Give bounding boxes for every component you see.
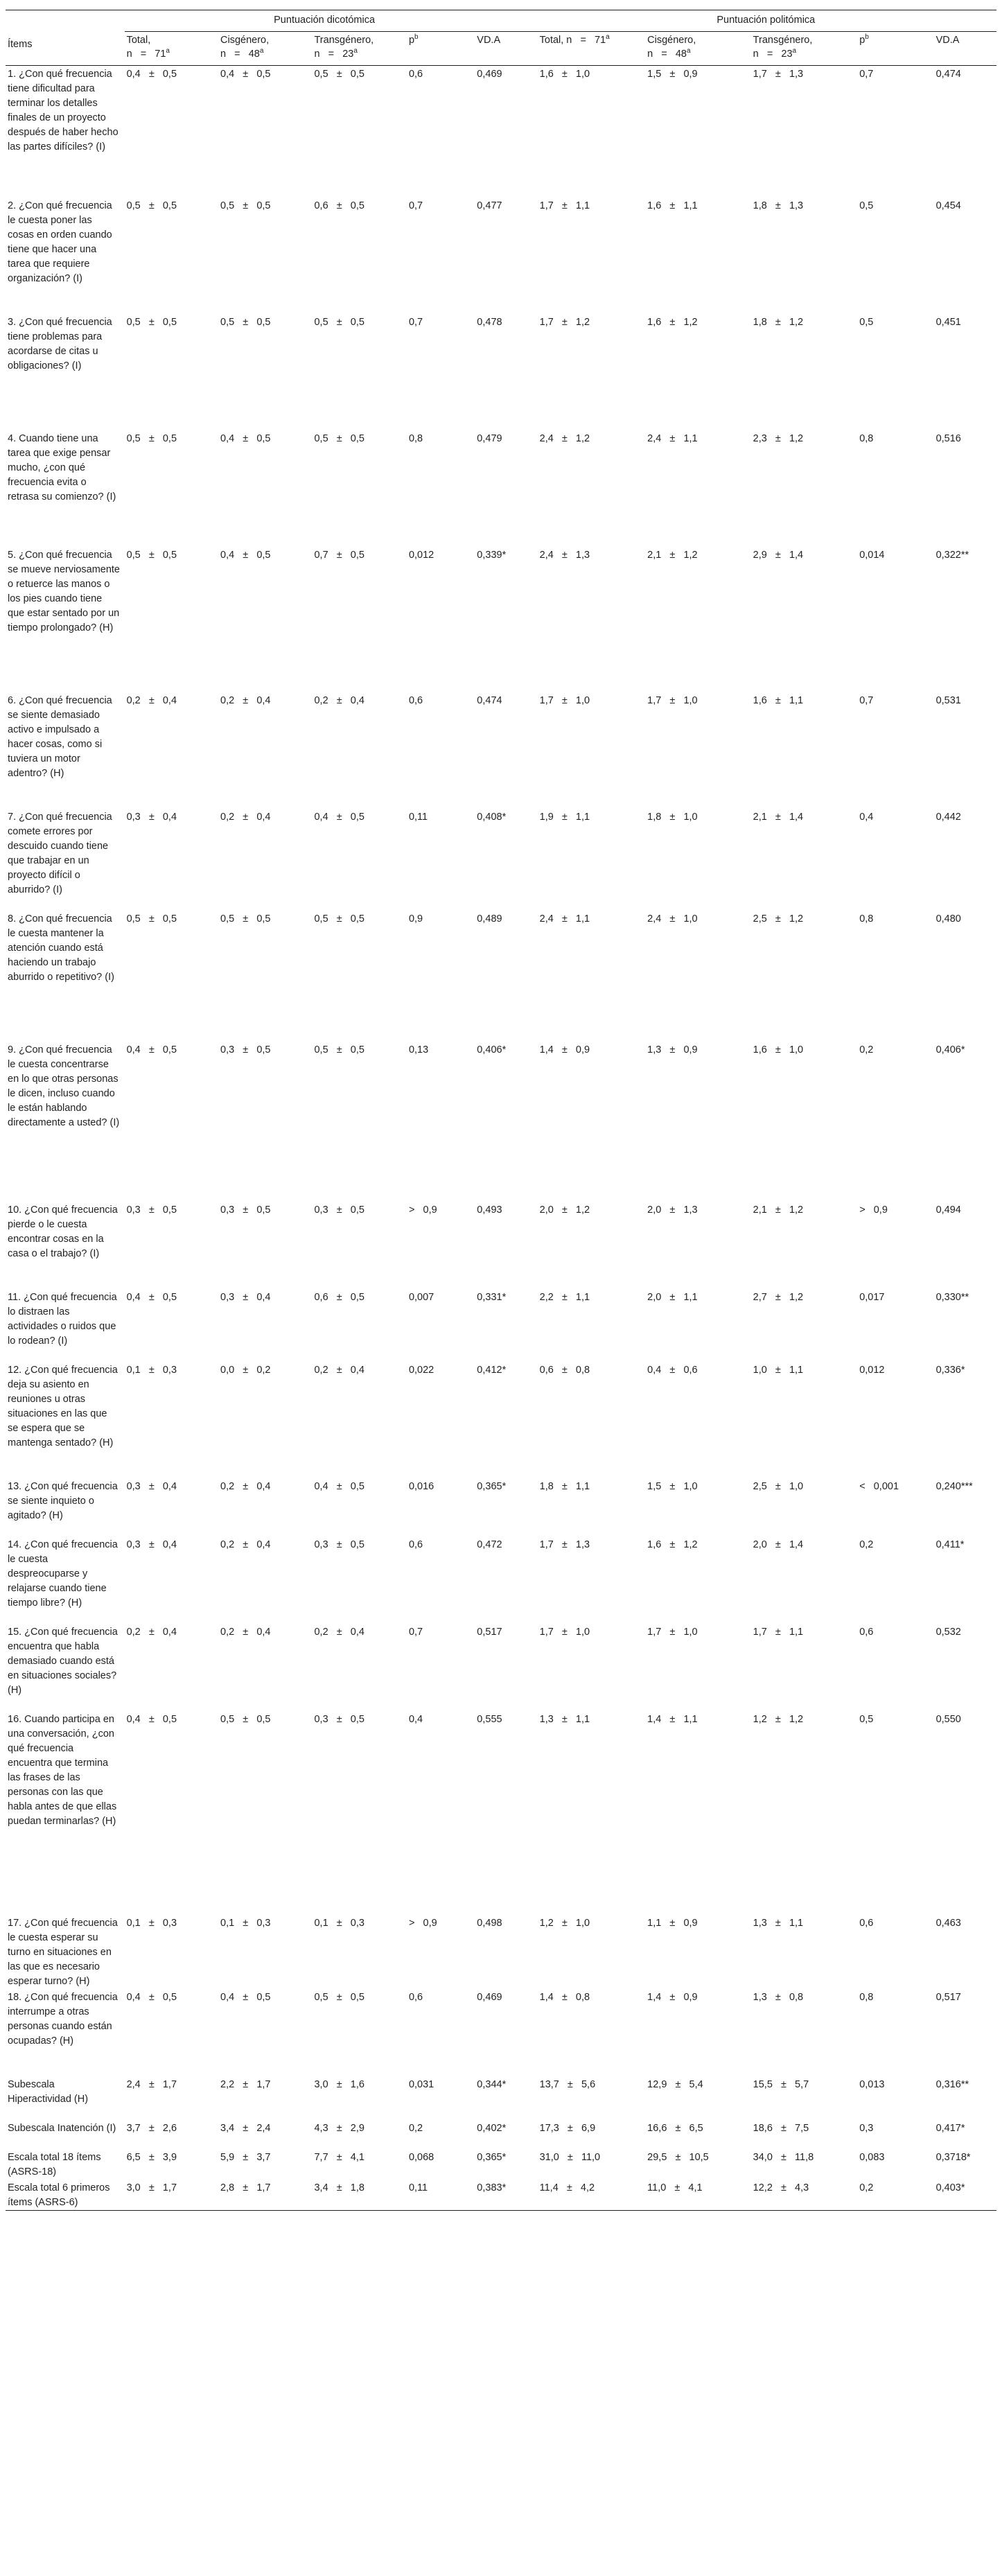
poly-trans-cell: 2,0 ± 1,4 xyxy=(753,1539,804,1550)
dich-p-cell: 0,9 xyxy=(408,913,423,925)
poly-vda-cell: 0,517 xyxy=(935,1991,961,2003)
dich-trans-cell: 3,0 ± 1,6 xyxy=(314,2078,364,2090)
dich-cis-cell: 0,2 ± 0,4 xyxy=(220,1626,271,1638)
dich-cis-cell: 5,9 ± 3,7 xyxy=(220,2151,271,2163)
header-row-columns xyxy=(6,32,996,66)
poly-trans-cell: 18,6 ± 7,5 xyxy=(753,2122,809,2134)
poly-cis-header: Cisgénero, n = 48$^a$ xyxy=(647,35,696,60)
poly-total-cell: 1,4 ± 0,8 xyxy=(539,1991,590,2003)
table-row xyxy=(6,809,996,911)
dich-vda-cell: 0,383* xyxy=(477,2182,507,2193)
poly-total-cell: 1,7 ± 1,0 xyxy=(539,694,590,706)
dich-vda-cell: 0,489 xyxy=(477,913,502,925)
poly-trans-cell: 2,5 ± 1,0 xyxy=(753,1480,804,1492)
poly-vda-cell: 0,463 xyxy=(935,1917,961,1929)
poly-total-cell: 2,4 ± 1,2 xyxy=(539,432,590,444)
item-cell: Subescala Inatención (I) xyxy=(8,2122,116,2134)
dich-p-cell: 0,022 xyxy=(408,1364,434,1376)
dich-vda-cell: 0,498 xyxy=(477,1917,502,1929)
item-cell: 3. ¿Con qué frecuencia tiene problemas para acordarse de citas u obligaciones? (I) xyxy=(8,316,112,371)
dich-p-cell: > 0,9 xyxy=(408,1917,437,1929)
dich-cis-cell: 0,4 ± 0,5 xyxy=(220,432,271,444)
poly-trans-cell: 1,3 ± 1,1 xyxy=(753,1917,804,1929)
poly-cis-cell: 16,6 ± 6,5 xyxy=(647,2122,703,2134)
poly-p-cell: 0,014 xyxy=(859,549,885,561)
table-row xyxy=(6,1362,996,1478)
dich-p-cell: 0,13 xyxy=(408,1044,429,1055)
dich-p-cell: 0,7 xyxy=(408,316,423,328)
poly-total-cell: 2,0 ± 1,2 xyxy=(539,1204,590,1216)
dich-total-cell: 0,3 ± 0,4 xyxy=(126,1480,177,1492)
poly-total-cell: 1,6 ± 1,0 xyxy=(539,69,590,80)
item-cell: 7. ¿Con qué frecuencia comete errores por descuido cuando tiene que trabajar en un proyecto difícil o aburrido? (I) xyxy=(8,811,112,895)
poly-trans-cell: 2,5 ± 1,2 xyxy=(753,913,804,925)
dich-p-cell: 0,7 xyxy=(408,1626,423,1638)
dich-p-cell: 0,012 xyxy=(408,549,434,561)
poly-total-header: Total, n = 71$^a$ xyxy=(539,33,610,46)
dich-trans-cell: 0,5 ± 0,5 xyxy=(314,316,364,328)
dich-p-cell: 0,6 xyxy=(408,1539,423,1550)
dich-total-cell: 0,5 ± 0,5 xyxy=(126,549,177,561)
poly-cis-cell: 2,0 ± 1,1 xyxy=(647,1291,698,1303)
dich-p-cell: > 0,9 xyxy=(408,1204,437,1216)
poly-total-cell: 1,2 ± 1,0 xyxy=(539,1917,590,1929)
poly-p-cell: 0,5 xyxy=(859,316,874,328)
poly-cis-cell: 2,0 ± 1,3 xyxy=(647,1204,698,1216)
poly-cis-cell: 1,4 ± 0,9 xyxy=(647,1991,698,2003)
poly-cis-cell: 1,8 ± 1,0 xyxy=(647,811,698,823)
dich-p-cell: 0,068 xyxy=(408,2151,434,2163)
dich-total-cell: 0,4 ± 0,5 xyxy=(126,69,177,80)
dich-vda-cell: 0,472 xyxy=(477,1539,502,1550)
dich-p-cell: 0,016 xyxy=(408,1480,434,1492)
poly-p-cell: < 0,001 xyxy=(859,1480,899,1492)
item-cell: 2. ¿Con qué frecuencia le cuesta poner las cosas en orden cuando tiene que hacer una tarea que requiere organización? (I) xyxy=(8,200,112,284)
table-row xyxy=(6,198,996,314)
dich-vda-cell: 0,469 xyxy=(477,1991,502,2003)
dich-cis-cell: 0,5 ± 0,5 xyxy=(220,316,271,328)
poly-total-cell: 1,7 ± 1,3 xyxy=(539,1539,590,1550)
table-body xyxy=(6,66,996,2211)
item-cell: 14. ¿Con qué frecuencia le cuesta despreocuparse y relajarse cuando tiene tiempo libre? (H) xyxy=(8,1539,118,1609)
table-row xyxy=(6,66,996,198)
poly-cis-cell: 1,3 ± 0,9 xyxy=(647,1044,698,1055)
poly-trans-header: Transgénero, n = 23$^a$ xyxy=(753,35,813,60)
dich-cis-cell: 0,3 ± 0,4 xyxy=(220,1291,271,1303)
poly-vda-cell: 0,417* xyxy=(935,2122,965,2134)
poly-vda-cell: 0,240*** xyxy=(935,1480,973,1492)
dich-vda-cell: 0,493 xyxy=(477,1204,502,1216)
dich-p-cell: 0,2 xyxy=(408,2122,423,2134)
item-cell: 8. ¿Con qué frecuencia le cuesta mantener la atención cuando está haciendo un trabajo aburrido o repetitivo? (I) xyxy=(8,913,114,983)
dich-p-cell: 0,6 xyxy=(408,69,423,80)
poly-total-cell: 1,7 ± 1,0 xyxy=(539,1626,590,1638)
dich-cis-cell: 2,2 ± 1,7 xyxy=(220,2078,271,2090)
dich-total-cell: 6,5 ± 3,9 xyxy=(126,2151,177,2163)
dich-vda-cell: 0,339* xyxy=(477,549,507,561)
table-row xyxy=(6,430,996,547)
item-cell: 9. ¿Con qué frecuencia le cuesta concentrarse en lo que otras personas le dicen, incluso cuando le están hablando directamente a usted? (I) xyxy=(8,1044,120,1128)
poly-cis-cell: 1,7 ± 1,0 xyxy=(647,1626,698,1638)
poly-trans-cell: 1,3 ± 0,8 xyxy=(753,1991,804,2003)
dich-p-cell: 0,4 xyxy=(408,1713,423,1725)
dich-trans-cell: 0,5 ± 0,5 xyxy=(314,432,364,444)
poly-trans-cell: 15,5 ± 5,7 xyxy=(753,2078,809,2090)
item-cell: 5. ¿Con qué frecuencia se mueve nerviosamente o retuerce las manos o los pies cuando tiene que estar sentado por un tiempo prolongado? (H) xyxy=(8,549,120,633)
poly-p-cell: 0,8 xyxy=(859,1991,874,2003)
dich-vda-cell: 0,478 xyxy=(477,316,502,328)
poly-vda-cell: 0,406* xyxy=(935,1044,965,1055)
table-row xyxy=(6,692,996,809)
poly-p-cell: 0,7 xyxy=(859,69,874,80)
table-row xyxy=(6,1915,996,1989)
poly-vda-cell: 0,480 xyxy=(935,913,961,925)
poly-p-cell: 0,8 xyxy=(859,913,874,925)
dich-p-cell: 0,6 xyxy=(408,694,423,706)
poly-vda-cell: 0,532 xyxy=(935,1626,961,1638)
dich-total-cell: 0,1 ± 0,3 xyxy=(126,1364,177,1376)
dich-total-cell: 3,0 ± 1,7 xyxy=(126,2182,177,2193)
poly-total-cell: 31,0 ± 11,0 xyxy=(539,2151,601,2163)
poly-p-cell: 0,2 xyxy=(859,2182,874,2193)
poly-trans-cell: 1,7 ± 1,3 xyxy=(753,69,804,80)
group-dichotomous-header: Puntuación dicotómica xyxy=(125,10,538,32)
dich-trans-cell: 0,5 ± 0,5 xyxy=(314,1991,364,2003)
poly-p-cell: 0,6 xyxy=(859,1917,874,1929)
poly-vda-cell: 0,322** xyxy=(935,549,969,561)
dich-total-cell: 0,5 ± 0,5 xyxy=(126,432,177,444)
poly-cis-cell: 11,0 ± 4,1 xyxy=(647,2182,703,2193)
dich-vda-cell: 0,477 xyxy=(477,200,502,211)
poly-p-cell: 0,5 xyxy=(859,1713,874,1725)
poly-total-cell: 13,7 ± 5,6 xyxy=(539,2078,596,2090)
item-cell: 13. ¿Con qué frecuencia se siente inquieto o agitado? (H) xyxy=(8,1480,118,1521)
poly-p-cell: 0,4 xyxy=(859,811,874,823)
poly-trans-cell: 2,7 ± 1,2 xyxy=(753,1291,804,1303)
dich-total-cell: 0,3 ± 0,4 xyxy=(126,811,177,823)
item-cell: 6. ¿Con qué frecuencia se siente demasiado activo e impulsado a hacer cosas, como si tuviera un motor adentro? (H) xyxy=(8,694,112,779)
dich-cis-cell: 0,2 ± 0,4 xyxy=(220,1539,271,1550)
poly-total-cell: 2,4 ± 1,1 xyxy=(539,913,590,925)
poly-p-cell: 0,7 xyxy=(859,694,874,706)
dich-vda-cell: 0,474 xyxy=(477,694,502,706)
item-cell: 4. Cuando tiene una tarea que exige pensar mucho, ¿con qué frecuencia evita o retrasa su comienzo? (I) xyxy=(8,432,116,502)
poly-p-cell: > 0,9 xyxy=(859,1204,888,1216)
dich-p-header: $p^b$ xyxy=(408,33,419,46)
poly-vda-cell: 0,442 xyxy=(935,811,961,823)
poly-total-cell: 1,7 ± 1,2 xyxy=(539,316,590,328)
poly-trans-cell: 1,8 ± 1,2 xyxy=(753,316,804,328)
results-table xyxy=(6,10,996,2211)
dich-vda-cell: 0,365* xyxy=(477,1480,507,1492)
table-row xyxy=(6,314,996,430)
poly-vda-header: VD.A xyxy=(935,35,960,46)
poly-p-cell: 0,8 xyxy=(859,432,874,444)
poly-trans-cell: 2,1 ± 1,4 xyxy=(753,811,804,823)
dich-trans-cell: 0,5 ± 0,5 xyxy=(314,913,364,925)
poly-vda-cell: 0,316** xyxy=(935,2078,969,2090)
table-row xyxy=(6,2120,996,2149)
poly-trans-cell: 1,2 ± 1,2 xyxy=(753,1713,804,1725)
poly-cis-cell: 1,4 ± 1,1 xyxy=(647,1713,698,1725)
dich-cis-cell: 0,2 ± 0,4 xyxy=(220,1480,271,1492)
poly-total-cell: 11,4 ± 4,2 xyxy=(539,2182,595,2193)
dich-vda-cell: 0,365* xyxy=(477,2151,507,2163)
poly-trans-cell: 1,7 ± 1,1 xyxy=(753,1626,804,1638)
poly-total-cell: 1,8 ± 1,1 xyxy=(539,1480,590,1492)
poly-p-cell: 0,2 xyxy=(859,1539,874,1550)
poly-trans-cell: 2,3 ± 1,2 xyxy=(753,432,804,444)
dich-trans-cell: 0,3 ± 0,5 xyxy=(314,1204,364,1216)
poly-vda-cell: 0,454 xyxy=(935,200,961,211)
poly-vda-cell: 0,474 xyxy=(935,69,961,80)
dich-cis-cell: 3,4 ± 2,4 xyxy=(220,2122,271,2134)
item-cell: Escala total 18 ítems (ASRS-18) xyxy=(8,2151,101,2178)
poly-cis-cell: 1,6 ± 1,2 xyxy=(647,316,698,328)
dich-p-cell: 0,11 xyxy=(408,2182,428,2193)
poly-total-cell: 1,4 ± 0,9 xyxy=(539,1044,590,1055)
dich-total-cell: 0,3 ± 0,4 xyxy=(126,1539,177,1550)
poly-total-cell: 2,2 ± 1,1 xyxy=(539,1291,590,1303)
dich-cis-cell: 0,5 ± 0,5 xyxy=(220,1713,271,1725)
poly-trans-cell: 1,0 ± 1,1 xyxy=(753,1364,804,1376)
header-row-groups xyxy=(6,10,996,32)
dich-trans-cell: 0,3 ± 0,5 xyxy=(314,1713,364,1725)
poly-total-cell: 0,6 ± 0,8 xyxy=(539,1364,590,1376)
table-row xyxy=(6,2180,996,2211)
dich-total-cell: 0,4 ± 0,5 xyxy=(126,1044,177,1055)
dich-vda-cell: 0,406* xyxy=(477,1044,507,1055)
dich-cis-cell: 0,4 ± 0,5 xyxy=(220,549,271,561)
dich-p-cell: 0,8 xyxy=(408,432,423,444)
poly-p-cell: 0,6 xyxy=(859,1626,874,1638)
table-row xyxy=(6,1042,996,1202)
dich-vda-cell: 0,331* xyxy=(477,1291,507,1303)
dich-trans-cell: 0,2 ± 0,4 xyxy=(314,1626,364,1638)
item-cell: 17. ¿Con qué frecuencia le cuesta esperar su turno en situaciones en las que es necesario esperar turno? (H) xyxy=(8,1917,118,1987)
dich-trans-cell: 0,7 ± 0,5 xyxy=(314,549,364,561)
dich-total-cell: 0,4 ± 0,5 xyxy=(126,1291,177,1303)
dich-total-cell: 0,5 ± 0,5 xyxy=(126,316,177,328)
table-row xyxy=(6,1478,996,1536)
dich-trans-header: Transgénero, n = 23$^a$ xyxy=(314,35,374,60)
table-row xyxy=(6,911,996,1042)
poly-vda-cell: 0,550 xyxy=(935,1713,961,1725)
dich-vda-cell: 0,412* xyxy=(477,1364,507,1376)
dich-p-cell: 0,031 xyxy=(408,2078,434,2090)
dich-p-cell: 0,007 xyxy=(408,1291,434,1303)
dich-vda-cell: 0,402* xyxy=(477,2122,507,2134)
group-polytomous-header: Puntuación politómica xyxy=(538,10,996,32)
dich-cis-cell: 0,4 ± 0,5 xyxy=(220,69,271,80)
poly-cis-cell: 2,4 ± 1,1 xyxy=(647,432,698,444)
dich-trans-cell: 0,3 ± 0,5 xyxy=(314,1539,364,1550)
poly-vda-cell: 0,516 xyxy=(935,432,961,444)
poly-p-header: $p^b$ xyxy=(859,33,869,46)
poly-vda-cell: 0,3718* xyxy=(935,2151,971,2163)
poly-cis-cell: 1,5 ± 0,9 xyxy=(647,69,698,80)
dich-vda-cell: 0,479 xyxy=(477,432,502,444)
poly-cis-cell: 2,4 ± 1,0 xyxy=(647,913,698,925)
poly-vda-cell: 0,531 xyxy=(935,694,961,706)
poly-p-cell: 0,2 xyxy=(859,1044,874,1055)
dich-vda-cell: 0,469 xyxy=(477,69,502,80)
dich-total-cell: 0,5 ± 0,5 xyxy=(126,200,177,211)
dich-vda-cell: 0,555 xyxy=(477,1713,502,1725)
poly-cis-cell: 2,1 ± 1,2 xyxy=(647,549,698,561)
table-row xyxy=(6,1289,996,1362)
dich-cis-cell: 0,2 ± 0,4 xyxy=(220,811,271,823)
items-header: Ítems xyxy=(8,38,33,50)
dich-cis-cell: 0,0 ± 0,2 xyxy=(220,1364,271,1376)
item-cell: 10. ¿Con qué frecuencia pierde o le cuesta encontrar cosas en la casa o el trabajo? (I) xyxy=(8,1204,118,1259)
poly-cis-cell: 29,5 ± 10,5 xyxy=(647,2151,709,2163)
dich-trans-cell: 0,2 ± 0,4 xyxy=(314,694,364,706)
poly-cis-cell: 1,1 ± 0,9 xyxy=(647,1917,698,1929)
poly-cis-cell: 1,5 ± 1,0 xyxy=(647,1480,698,1492)
table-row xyxy=(6,1711,996,1915)
item-cell: 12. ¿Con qué frecuencia deja su asiento en reuniones u otras situaciones en las que se espera que se mantenga sentado? (H) xyxy=(8,1364,118,1448)
poly-p-cell: 0,017 xyxy=(859,1291,885,1303)
poly-trans-cell: 2,1 ± 1,2 xyxy=(753,1204,804,1216)
dich-trans-cell: 0,4 ± 0,5 xyxy=(314,1480,364,1492)
poly-total-cell: 1,7 ± 1,1 xyxy=(539,200,590,211)
poly-p-cell: 0,5 xyxy=(859,200,874,211)
poly-total-cell: 2,4 ± 1,3 xyxy=(539,549,590,561)
dich-vda-cell: 0,517 xyxy=(477,1626,502,1638)
poly-vda-cell: 0,336* xyxy=(935,1364,965,1376)
poly-trans-cell: 1,6 ± 1,0 xyxy=(753,1044,804,1055)
poly-vda-cell: 0,411* xyxy=(935,1539,965,1550)
dich-cis-cell: 0,2 ± 0,4 xyxy=(220,694,271,706)
dich-cis-header: Cisgénero, n = 48$^a$ xyxy=(220,35,270,60)
poly-cis-cell: 0,4 ± 0,6 xyxy=(647,1364,698,1376)
poly-trans-cell: 12,2 ± 4,3 xyxy=(753,2182,809,2193)
poly-vda-cell: 0,330** xyxy=(935,1291,969,1303)
table-row xyxy=(6,1536,996,1624)
dich-total-cell: 0,4 ± 0,5 xyxy=(126,1991,177,2003)
poly-cis-cell: 1,7 ± 1,0 xyxy=(647,694,698,706)
item-cell: 15. ¿Con qué frecuencia encuentra que habla demasiado cuando está en situaciones sociales? (H) xyxy=(8,1626,118,1696)
poly-p-cell: 0,012 xyxy=(859,1364,885,1376)
dich-vda-cell: 0,408* xyxy=(477,811,507,823)
table-row xyxy=(6,1202,996,1289)
dich-vda-cell: 0,344* xyxy=(477,2078,507,2090)
dich-trans-cell: 0,5 ± 0,5 xyxy=(314,69,364,80)
dich-cis-cell: 0,3 ± 0,5 xyxy=(220,1204,271,1216)
poly-total-cell: 1,3 ± 1,1 xyxy=(539,1713,590,1725)
poly-cis-cell: 12,9 ± 5,4 xyxy=(647,2078,703,2090)
poly-vda-cell: 0,494 xyxy=(935,1204,961,1216)
dich-total-cell: 2,4 ± 1,7 xyxy=(126,2078,177,2090)
table-row xyxy=(6,1624,996,1711)
dich-trans-cell: 0,1 ± 0,3 xyxy=(314,1917,364,1929)
dich-total-cell: 3,7 ± 2,6 xyxy=(126,2122,177,2134)
dich-trans-cell: 0,6 ± 0,5 xyxy=(314,200,364,211)
poly-trans-cell: 1,6 ± 1,1 xyxy=(753,694,804,706)
dich-p-cell: 0,7 xyxy=(408,200,423,211)
table-row xyxy=(6,2076,996,2120)
poly-trans-cell: 1,8 ± 1,3 xyxy=(753,200,804,211)
dich-cis-cell: 0,4 ± 0,5 xyxy=(220,1991,271,2003)
poly-vda-cell: 0,451 xyxy=(935,316,961,328)
dich-total-cell: 0,4 ± 0,5 xyxy=(126,1713,177,1725)
item-cell: Subescala Hiperactividad (H) xyxy=(8,2078,89,2105)
poly-total-cell: 1,9 ± 1,1 xyxy=(539,811,590,823)
poly-total-cell: 17,3 ± 6,9 xyxy=(539,2122,596,2134)
dich-total-cell: 0,2 ± 0,4 xyxy=(126,694,177,706)
dich-trans-cell: 3,4 ± 1,8 xyxy=(314,2182,364,2193)
dich-total-cell: 0,5 ± 0,5 xyxy=(126,913,177,925)
poly-p-cell: 0,013 xyxy=(859,2078,885,2090)
item-cell: 1. ¿Con qué frecuencia tiene dificultad para terminar los detalles finales de un proyecto después de haber hecho las partes difíciles? (I) xyxy=(8,69,118,152)
dich-trans-cell: 0,5 ± 0,5 xyxy=(314,1044,364,1055)
dich-cis-cell: 0,5 ± 0,5 xyxy=(220,200,271,211)
poly-cis-cell: 1,6 ± 1,1 xyxy=(647,200,698,211)
table-row xyxy=(6,1989,996,2076)
dich-p-cell: 0,11 xyxy=(408,811,428,823)
dich-total-cell: 0,2 ± 0,4 xyxy=(126,1626,177,1638)
poly-p-cell: 0,083 xyxy=(859,2151,885,2163)
poly-trans-cell: 2,9 ± 1,4 xyxy=(753,549,804,561)
dich-total-cell: 0,1 ± 0,3 xyxy=(126,1917,177,1929)
table-row xyxy=(6,547,996,692)
poly-cis-cell: 1,6 ± 1,2 xyxy=(647,1539,698,1550)
dich-vda-header: VD.A xyxy=(477,35,501,46)
item-cell: 18. ¿Con qué frecuencia interrumpe a otras personas cuando están ocupadas? (H) xyxy=(8,1991,118,2047)
dich-trans-cell: 0,6 ± 0,5 xyxy=(314,1291,364,1303)
dich-trans-cell: 0,4 ± 0,5 xyxy=(314,811,364,823)
table-row xyxy=(6,2149,996,2180)
dich-p-cell: 0,6 xyxy=(408,1991,423,2003)
item-cell: 16. Cuando participa en una conversación, ¿con qué frecuencia encuentra que termina las frases de las personas con las que habla antes de que ellas puedan terminarlas? (H) xyxy=(8,1713,117,1827)
dich-trans-cell: 0,2 ± 0,4 xyxy=(314,1364,364,1376)
item-cell: Escala total 6 primeros ítems (ASRS-6) xyxy=(8,2182,110,2208)
poly-vda-cell: 0,403* xyxy=(935,2182,965,2193)
dich-cis-cell: 0,1 ± 0,3 xyxy=(220,1917,271,1929)
dich-cis-cell: 2,8 ± 1,7 xyxy=(220,2182,271,2193)
dich-total-cell: 0,3 ± 0,5 xyxy=(126,1204,177,1216)
item-cell: 11. ¿Con qué frecuencia lo distraen las actividades o ruidos que lo rodean? (I) xyxy=(8,1291,117,1347)
poly-p-cell: 0,3 xyxy=(859,2122,874,2134)
dich-cis-cell: 0,3 ± 0,5 xyxy=(220,1044,271,1055)
dich-total-header: Total, n = 71$^a$ xyxy=(126,35,170,60)
dich-trans-cell: 4,3 ± 2,9 xyxy=(314,2122,364,2134)
dich-trans-cell: 7,7 ± 4,1 xyxy=(314,2151,364,2163)
dich-cis-cell: 0,5 ± 0,5 xyxy=(220,913,271,925)
poly-trans-cell: 34,0 ± 11,8 xyxy=(753,2151,814,2163)
